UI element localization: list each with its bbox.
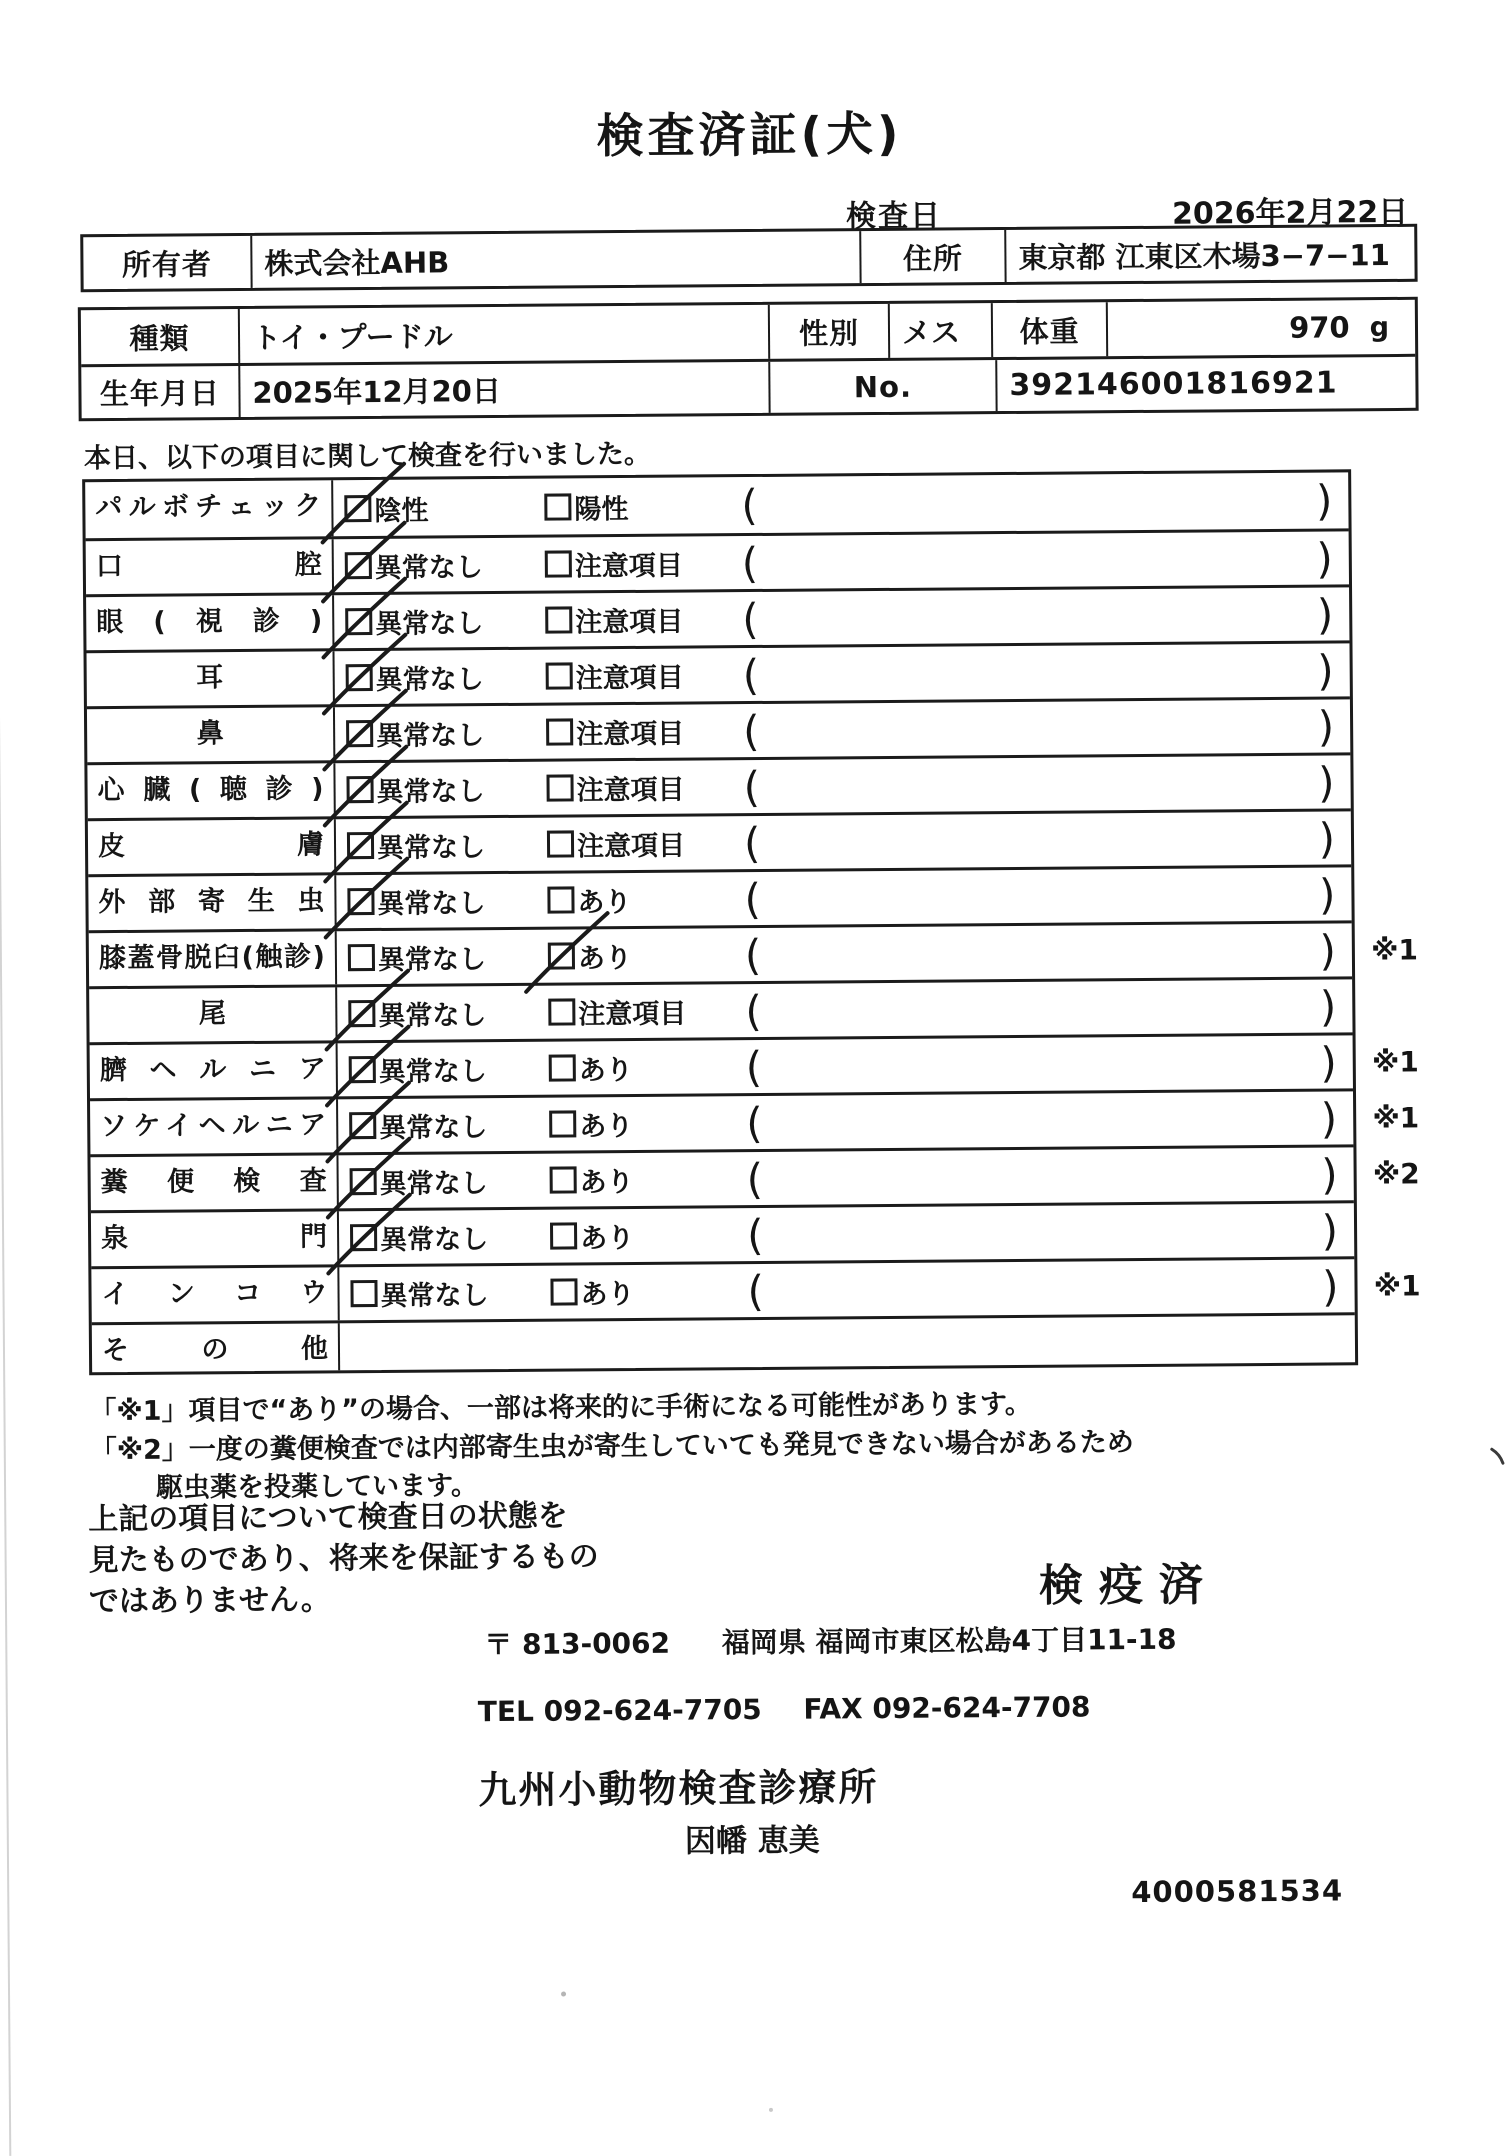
checklist-row bbox=[92, 1312, 1355, 1372]
checklist-option-1-label: 異常なし bbox=[374, 552, 483, 584]
checklist-option-2 bbox=[548, 929, 632, 983]
checklist-option-1-label: 異常なし bbox=[379, 1112, 488, 1144]
checklist-option-1-label: 異常なし bbox=[375, 664, 484, 696]
checklist-option-1 bbox=[348, 930, 486, 984]
paren-close: ) bbox=[1320, 1093, 1338, 1143]
checklist-option-2-label: あり bbox=[577, 942, 633, 975]
note-badge: ※1 bbox=[1371, 932, 1419, 967]
paren-open: ( bbox=[742, 649, 760, 700]
paren-open: ( bbox=[743, 761, 761, 812]
checklist-row-content bbox=[338, 1147, 1353, 1208]
checklist-option-1 bbox=[349, 1098, 487, 1152]
checklist-option-1-label: 異常なし bbox=[380, 1224, 489, 1256]
paren-close: ) bbox=[1318, 869, 1336, 919]
checkbox-icon bbox=[549, 1054, 576, 1081]
checklist-table bbox=[82, 469, 1421, 1375]
checklist-option-1-label: 異常なし bbox=[377, 944, 487, 976]
checklist-option-1 bbox=[345, 594, 483, 648]
checkbox-icon bbox=[547, 886, 574, 913]
examiner-name: 因幡 恵美 bbox=[684, 1822, 820, 1860]
inspection-date-value: 2026年2月22日 bbox=[1171, 194, 1409, 232]
checkbox-icon bbox=[548, 942, 575, 969]
checklist-option-2 bbox=[544, 478, 628, 535]
paren-close: ) bbox=[1320, 1037, 1337, 1087]
checklist-option-2-label: あり bbox=[579, 1166, 634, 1199]
checklist-item-label: 耳 bbox=[87, 651, 335, 706]
checkbox-icon bbox=[549, 1110, 576, 1137]
checklist-row bbox=[86, 640, 1349, 706]
checkbox-icon bbox=[344, 495, 371, 522]
checklist-item-label: 外部寄生虫 bbox=[88, 875, 336, 930]
stray-mark-artifact bbox=[1488, 1446, 1508, 1466]
checkbox-icon bbox=[550, 1278, 577, 1305]
checkbox-icon bbox=[550, 1222, 577, 1249]
checklist-row-content bbox=[340, 1315, 1355, 1370]
intro-text: 本日、以下の項目に関して検査を行いました。 bbox=[83, 438, 652, 475]
checkbox-icon bbox=[348, 944, 375, 971]
checklist-row bbox=[90, 1144, 1420, 1210]
address-value: 東京都 江東区木場3−7−11 bbox=[1004, 227, 1414, 282]
checkbox-icon bbox=[346, 664, 373, 691]
birthdate-label: 生年月日 bbox=[99, 376, 221, 412]
checklist-option-2-label: あり bbox=[580, 1222, 635, 1255]
serial-number: 4000581534 bbox=[1131, 1873, 1344, 1910]
inspection-date-label: 検査日 bbox=[845, 198, 943, 235]
checklist-option-2-label: 陽性 bbox=[574, 493, 629, 525]
checklist-option-1 bbox=[349, 1154, 487, 1208]
checklist-row-content bbox=[334, 587, 1349, 648]
checkbox-icon bbox=[345, 552, 372, 579]
checkbox-icon bbox=[349, 1112, 376, 1139]
checklist-option-1 bbox=[350, 1266, 488, 1320]
checklist-row-content bbox=[333, 472, 1348, 536]
checklist-option-1-label: 異常なし bbox=[376, 776, 485, 808]
clinic-postal-line bbox=[484, 1618, 1177, 1663]
checklist-option-2-label: 注意項目 bbox=[576, 830, 686, 863]
paren-close: ) bbox=[1316, 589, 1334, 639]
clinic-tel: TEL 092-624-7705 bbox=[477, 1692, 762, 1729]
checklist-option-2 bbox=[549, 1041, 633, 1095]
checklist-option-1-label: 異常なし bbox=[377, 888, 486, 920]
checklist-item-label: 口腔 bbox=[86, 539, 334, 594]
checklist-item-label: パルボチェック bbox=[85, 480, 333, 538]
checklist-option-1 bbox=[347, 874, 485, 928]
checklist-option-1 bbox=[346, 706, 484, 760]
address-label: 住所 bbox=[859, 230, 1004, 283]
checklist-option-2-label: 注意項目 bbox=[575, 606, 684, 639]
checkbox-icon bbox=[348, 1000, 375, 1027]
clinic-address: 福岡県 福岡市東区松島4丁目11-18 bbox=[721, 1622, 1177, 1660]
weight-unit: g bbox=[1369, 311, 1390, 343]
paren-open: ( bbox=[741, 537, 759, 588]
checklist-option-2 bbox=[550, 1209, 634, 1263]
paren-close: ) bbox=[1317, 701, 1335, 751]
disclaimer bbox=[88, 1495, 599, 1622]
checklist-row bbox=[87, 696, 1350, 762]
checklist-option-1 bbox=[344, 480, 428, 537]
checklist-option-2-label: 注意項目 bbox=[574, 550, 683, 583]
disclaimer-line3: ではありません。 bbox=[88, 1582, 331, 1620]
checklist-option-2 bbox=[547, 817, 685, 871]
paren-open: ( bbox=[745, 1041, 763, 1092]
checklist-option-1-label: 異常なし bbox=[378, 1000, 487, 1032]
checklist-option-2-label: あり bbox=[577, 886, 632, 919]
checkbox-icon bbox=[546, 718, 573, 745]
checklist-option-2 bbox=[545, 649, 683, 703]
paren-close: ) bbox=[1321, 1149, 1338, 1199]
paren-open: ( bbox=[741, 480, 758, 530]
checklist-item-label: 膝蓋骨脱臼(触診) bbox=[89, 931, 337, 986]
weight-label: 体重 bbox=[991, 302, 1106, 357]
checklist-row-content bbox=[337, 923, 1352, 984]
checklist-row bbox=[91, 1256, 1421, 1322]
footnote-1: 「※1」項目で“あり”の場合、一部は将来的に手術になる可能性があります。 bbox=[89, 1388, 1032, 1428]
checklist-option-2 bbox=[546, 705, 684, 759]
checklist-option-2-label: あり bbox=[578, 1054, 633, 1087]
checklist-option-2 bbox=[550, 1265, 634, 1319]
checklist-row-content bbox=[334, 531, 1349, 592]
owner-label: 所有者 bbox=[121, 246, 213, 282]
clinic-fax: FAX 092-624-7708 bbox=[803, 1690, 1091, 1726]
checkbox-icon bbox=[346, 720, 373, 747]
paren-close: ) bbox=[1317, 757, 1335, 807]
checkbox-icon bbox=[544, 493, 571, 520]
disclaimer-line2: 見たものであり、将来を保証するもの bbox=[88, 1539, 599, 1579]
checklist-item-label: 臍ヘルニア bbox=[90, 1043, 338, 1098]
checklist-option-1-label: 異常なし bbox=[380, 1280, 489, 1312]
birthdate-value: 2025年12月20日 bbox=[238, 362, 768, 417]
checklist-option-1 bbox=[346, 762, 484, 816]
no-label: No. bbox=[768, 360, 995, 413]
checklist-item-label: ソケイヘルニア bbox=[90, 1099, 338, 1154]
checkbox-icon bbox=[350, 1280, 377, 1307]
checklist-option-2 bbox=[548, 985, 686, 1039]
checklist-option-1 bbox=[349, 1042, 487, 1096]
checklist-row bbox=[87, 752, 1350, 818]
checklist-row-content bbox=[335, 699, 1350, 760]
page-title: 検査済証(犬) bbox=[596, 106, 903, 165]
note-badge: ※1 bbox=[1371, 1044, 1419, 1079]
checklist-option-1 bbox=[345, 538, 483, 592]
checklist-row-content bbox=[337, 979, 1352, 1040]
paren-close: ) bbox=[1318, 813, 1336, 863]
checkbox-icon bbox=[547, 830, 574, 857]
note-badge: ※2 bbox=[1372, 1156, 1420, 1191]
paren-close: ) bbox=[1319, 925, 1337, 975]
paren-open: ( bbox=[746, 1153, 764, 1204]
checklist-option-2 bbox=[549, 1153, 633, 1207]
checklist-item-label: その他 bbox=[92, 1323, 340, 1372]
clinic-tel-line bbox=[478, 1690, 1091, 1728]
weight-value: 970 g bbox=[1106, 300, 1415, 356]
paren-open: ( bbox=[743, 817, 761, 868]
scan-dust-artifact bbox=[769, 2108, 773, 2112]
checklist-row-content bbox=[339, 1259, 1354, 1320]
checklist-option-2 bbox=[545, 537, 683, 591]
paren-open: ( bbox=[744, 929, 762, 980]
no-value: 392146001816921 bbox=[995, 357, 1415, 411]
note-badge: ※1 bbox=[1372, 1100, 1420, 1135]
checklist-option-1 bbox=[350, 1210, 488, 1264]
clinic-postal-code: 〒 813-0062 bbox=[484, 1626, 671, 1662]
paren-open: ( bbox=[744, 873, 762, 924]
checkbox-icon bbox=[545, 550, 572, 577]
checkbox-icon bbox=[347, 888, 374, 915]
checklist-row bbox=[86, 584, 1349, 650]
paren-close: ) bbox=[1317, 645, 1334, 695]
checklist-option-2 bbox=[547, 873, 631, 927]
checklist-item-label: 眼(視診) bbox=[86, 595, 334, 650]
checkbox-icon bbox=[546, 774, 573, 801]
checklist-item-label: 尾 bbox=[89, 987, 337, 1042]
checklist-option-1 bbox=[348, 986, 486, 1040]
paren-open: ( bbox=[746, 1209, 764, 1260]
checklist-option-2-label: 注意項目 bbox=[576, 718, 685, 751]
checklist-item-label: 皮膚 bbox=[88, 819, 336, 874]
paren-open: ( bbox=[746, 1097, 763, 1148]
paren-close: ) bbox=[1319, 981, 1337, 1031]
checkbox-icon bbox=[550, 1166, 577, 1193]
checklist-option-2 bbox=[549, 1097, 633, 1151]
checklist-row-content bbox=[336, 811, 1351, 872]
sex-label: 性別 bbox=[768, 304, 888, 359]
disclaimer-line1: 上記の項目について検査日の状態を bbox=[88, 1498, 568, 1538]
breed-label: 種類 bbox=[129, 320, 190, 356]
quarantine-stamp: 検疫済 bbox=[1038, 1559, 1220, 1612]
checklist-row bbox=[88, 864, 1351, 930]
checklist-row bbox=[89, 976, 1352, 1042]
paren-close: ) bbox=[1315, 475, 1333, 526]
checklist-row bbox=[88, 808, 1351, 874]
checklist-option-2 bbox=[545, 593, 683, 647]
checklist-row-content bbox=[336, 867, 1351, 928]
checklist-item-label: インコウ bbox=[91, 1267, 339, 1322]
paren-open: ( bbox=[742, 705, 760, 756]
checklist-row bbox=[89, 920, 1419, 986]
scan-edge-artifact bbox=[0, 6, 11, 2156]
checklist-option-1-label: 異常なし bbox=[375, 608, 484, 640]
footnote-2-line2: 駆虫薬を投薬しています。 bbox=[155, 1470, 479, 1504]
checkbox-icon bbox=[347, 832, 374, 859]
checklist-row-content bbox=[338, 1035, 1353, 1096]
checklist-option-1-label: 異常なし bbox=[379, 1168, 488, 1200]
sex-value: メス bbox=[888, 303, 991, 358]
checklist-item-label: 糞便検査 bbox=[90, 1155, 338, 1210]
checklist-option-2-label: 注意項目 bbox=[576, 774, 685, 807]
checklist-option-1-label: 異常なし bbox=[376, 720, 485, 752]
checklist-option-2-label: 注意項目 bbox=[578, 998, 687, 1031]
checklist-row-content bbox=[338, 1091, 1353, 1152]
checklist-option-2-label: 注意項目 bbox=[575, 662, 684, 695]
checklist-item-label: 泉門 bbox=[91, 1211, 339, 1266]
owner-value: 株式会社AHB bbox=[250, 231, 859, 288]
checkbox-icon bbox=[346, 776, 373, 803]
checklist-row-content bbox=[335, 643, 1350, 704]
checkbox-icon bbox=[546, 662, 573, 689]
paren-open: ( bbox=[742, 593, 759, 644]
paren-open: ( bbox=[745, 985, 762, 1036]
paren-close: ) bbox=[1316, 533, 1333, 583]
checkbox-icon bbox=[345, 608, 372, 635]
note-badge: ※1 bbox=[1373, 1268, 1421, 1303]
checkbox-icon bbox=[545, 606, 572, 633]
checklist-option-1 bbox=[347, 818, 485, 872]
checklist-option-1-label: 異常なし bbox=[378, 1056, 487, 1088]
checklist-option-2-label: あり bbox=[579, 1110, 634, 1143]
checklist-option-1-label: 異常なし bbox=[376, 832, 486, 864]
checklist-row-content bbox=[339, 1203, 1354, 1264]
animal-table bbox=[78, 297, 1419, 422]
paren-open: ( bbox=[747, 1265, 765, 1316]
checklist-item-label: 鼻 bbox=[87, 707, 335, 762]
checkbox-icon bbox=[349, 1056, 376, 1083]
checklist-row bbox=[90, 1088, 1420, 1154]
paren-close: ) bbox=[1321, 1261, 1339, 1311]
checklist-row bbox=[90, 1032, 1419, 1098]
checklist-option-2-label: あり bbox=[580, 1278, 635, 1311]
checkbox-icon bbox=[350, 1224, 377, 1251]
checklist-option-2 bbox=[546, 761, 684, 815]
checklist-row bbox=[85, 472, 1348, 538]
checklist-row bbox=[86, 528, 1349, 594]
clinic-name: 九州小動物検査診療所 bbox=[478, 1765, 879, 1813]
checklist-row-content bbox=[335, 755, 1350, 816]
checklist-row bbox=[91, 1200, 1354, 1266]
paren-close: ) bbox=[1321, 1205, 1339, 1255]
breed-value: トイ・プードル bbox=[238, 305, 768, 363]
footnote-2-line1: 「※2」一度の糞便検査では内部寄生虫が寄生していても発見できない場合があるため bbox=[89, 1427, 1134, 1467]
checklist-item-label: 心臓(聴診) bbox=[87, 763, 335, 818]
checklist-option-1 bbox=[346, 650, 484, 704]
checklist-option-1-label: 陰性 bbox=[374, 495, 429, 527]
owner-table bbox=[80, 224, 1417, 292]
checkbox-icon bbox=[548, 998, 575, 1025]
checkbox-icon bbox=[350, 1168, 377, 1195]
scan-dust-artifact bbox=[561, 1992, 566, 1997]
